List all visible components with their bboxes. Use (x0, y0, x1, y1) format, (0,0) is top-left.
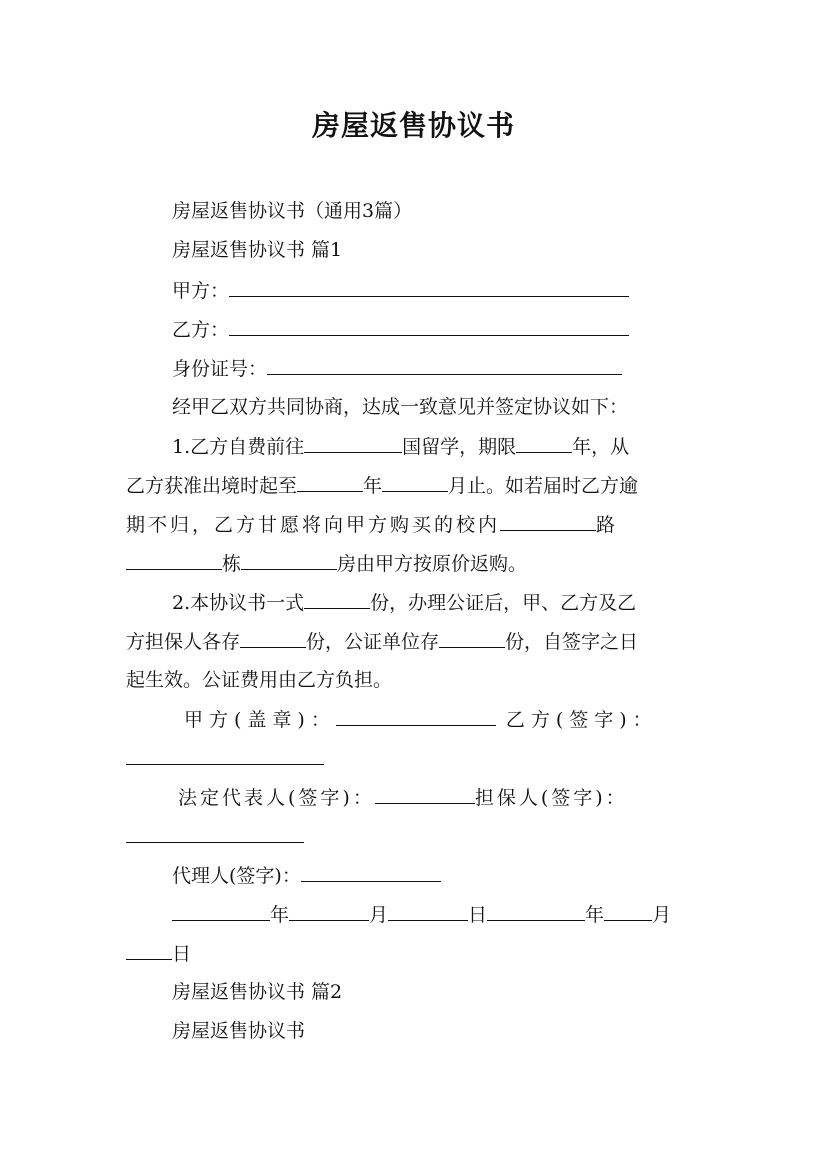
clause-1-text: 房由甲方按原价返购。 (337, 553, 528, 575)
legal-rep-blank (375, 785, 475, 804)
party-a-seal-label: 甲方(盖章)： (184, 709, 336, 731)
date-month-blank-1 (289, 902, 369, 921)
clause-1-line-4 (126, 551, 706, 576)
clause-1-text: 乙方获准出境时起至 (126, 475, 298, 497)
legal-rep-label: 法定代表人(签字)： (178, 787, 375, 809)
clause-2-line-2 (126, 629, 706, 654)
clause-1-line-3 (126, 512, 706, 537)
clause-1-line-1 (126, 434, 752, 459)
date-day-label: 日 (468, 904, 488, 926)
clause-2-text: 方担保人各存 (126, 631, 241, 653)
clause-1-text: 1.乙方自费前往 (172, 436, 305, 458)
country-blank (304, 434, 402, 453)
room-blank (241, 551, 337, 570)
notary-copies-blank (439, 629, 505, 648)
signature-line-1 (126, 707, 764, 732)
date-line (126, 902, 752, 927)
until-year-blank (297, 473, 363, 492)
signature-line-2-cont (126, 824, 706, 849)
clause-1-text: 年 (363, 475, 383, 497)
date-year-label: 年 (270, 904, 290, 926)
until-month-blank (382, 473, 448, 492)
guarantor-copies-blank (240, 629, 306, 648)
agreement-intro: 经甲乙双方共同协商，达成一致意见并签定协议如下： (172, 396, 629, 418)
date-month-label: 月 (369, 904, 389, 926)
agent-label: 代理人(签字)： (172, 865, 301, 887)
clause-1-text: 路 (596, 514, 616, 536)
heading-general: 房屋返售协议书（通用3篇） (172, 200, 413, 222)
clause-1-line-2 (126, 473, 706, 498)
signature-line-2 (126, 785, 758, 810)
agent-line (126, 863, 752, 888)
clause-2-text: 2.本协议书一式 (172, 592, 305, 614)
party-a-blank (229, 278, 629, 297)
party-b-sign-blank (126, 746, 324, 765)
section-2-title: 房屋返售协议书 (172, 1020, 306, 1042)
guarantor-label: 担保人(签字)： (474, 787, 628, 809)
guarantor-blank (126, 824, 304, 843)
party-b-blank (229, 317, 629, 336)
party-b-line (126, 317, 752, 342)
id-number-line (126, 356, 752, 381)
party-b-label: 乙方： (172, 319, 230, 341)
date-year-blank-2 (487, 902, 585, 921)
clause-1-text: 国留学，期限 (402, 436, 517, 458)
clause-1-text: 月止。如若届时乙方逾 (448, 475, 639, 497)
document-title: 房屋返售协议书 (311, 109, 515, 142)
building-blank (126, 551, 222, 570)
clause-1-text: 年，从 (572, 436, 630, 458)
agent-blank (301, 863, 441, 882)
clause-1-text: 栋 (222, 553, 242, 575)
copies-blank (304, 590, 370, 609)
id-number-label: 身份证号： (172, 358, 268, 380)
id-number-blank (267, 356, 622, 375)
date-line-cont (126, 941, 706, 966)
party-a-label: 甲方： (172, 280, 230, 302)
clause-2-line-3: 起生效。公证费用由乙方负担。 (126, 669, 393, 691)
date-year-label: 年 (585, 904, 605, 926)
date-year-blank-1 (172, 902, 270, 921)
clause-2-text: 份，公证单位存 (306, 631, 440, 653)
date-month-blank-2 (604, 902, 652, 921)
party-a-line (126, 278, 752, 303)
clause-2-text: 份，办理公证后，甲、乙方及乙 (370, 592, 637, 614)
clause-2-line-1 (126, 590, 752, 615)
party-b-sign-label: 乙方(签字)： (505, 709, 658, 731)
clause-1-text: 期不归，乙方甘愿将向甲方购买的校内 (126, 514, 501, 536)
road-blank (500, 512, 596, 531)
date-month-label: 月 (652, 904, 672, 926)
signature-line-1-cont (126, 746, 706, 771)
section-heading-1: 房屋返售协议书 篇1 (172, 239, 343, 261)
party-a-seal-blank (336, 707, 496, 726)
date-day-blank (388, 902, 468, 921)
clause-2-text: 份，自签字之日 (505, 631, 639, 653)
date-day-label: 日 (172, 943, 192, 965)
section-heading-2: 房屋返售协议书 篇2 (172, 981, 343, 1003)
term-blank (516, 434, 572, 453)
date-day-blank-2 (126, 941, 172, 960)
